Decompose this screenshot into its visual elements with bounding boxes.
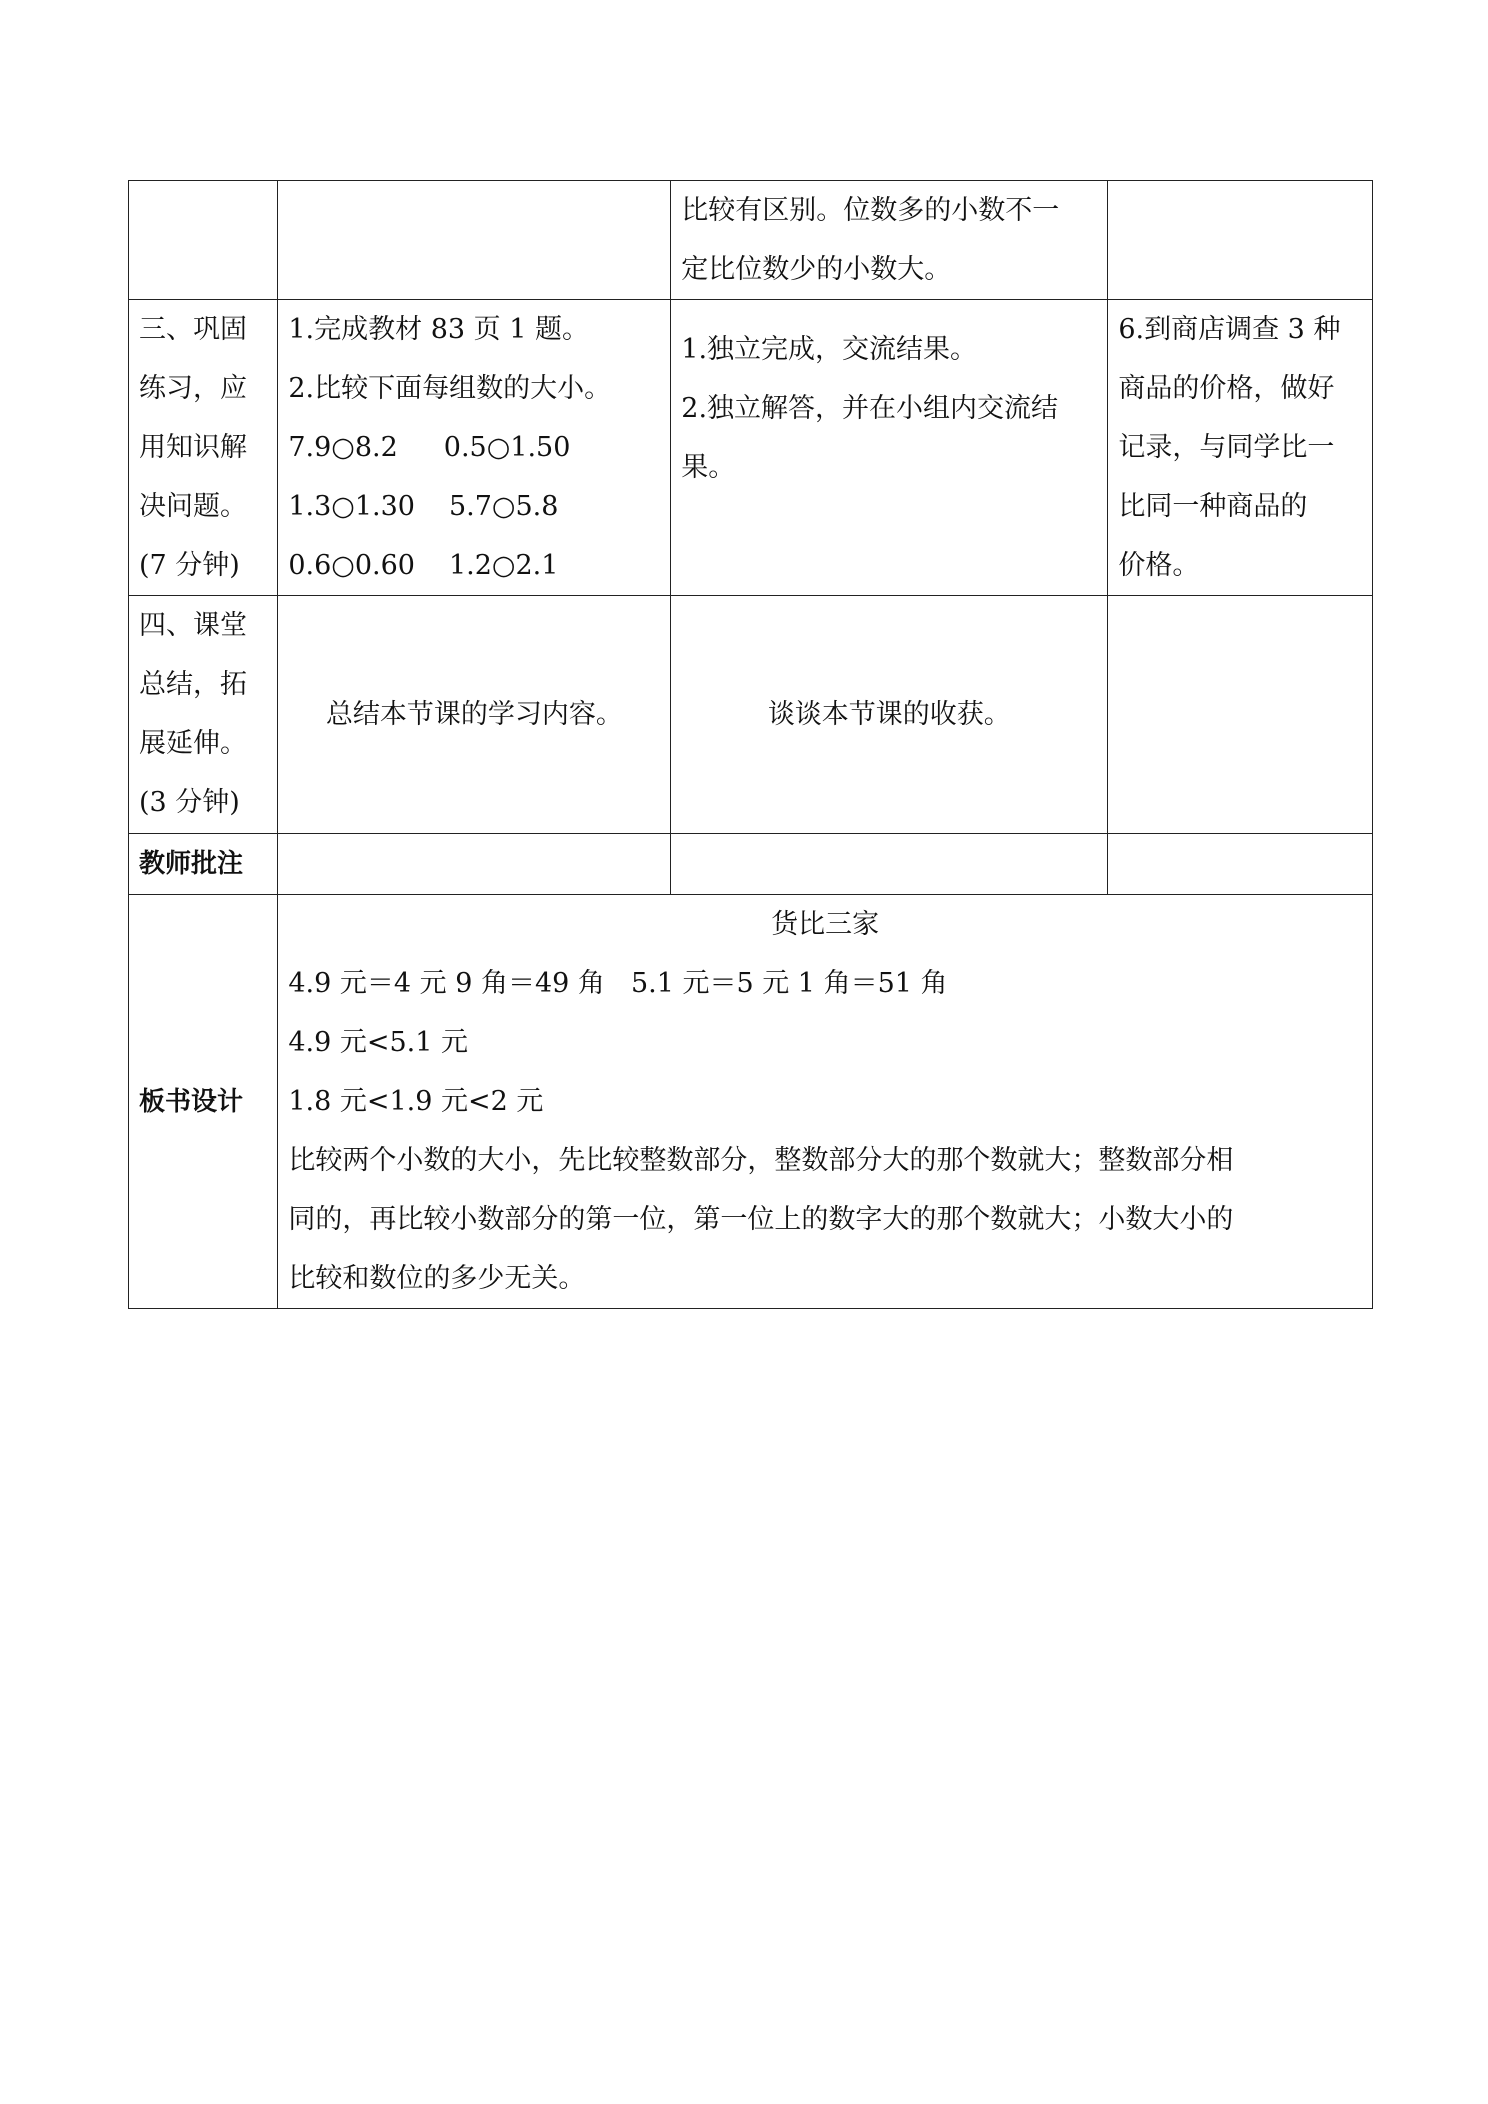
text-line: 比较有区别。位数多的小数不一: [681, 195, 1060, 226]
board-title: 货比三家: [771, 909, 880, 940]
compare-line: [288, 536, 660, 595]
table-row-board: [129, 895, 1373, 1309]
homework-line: 商品的价格，做好: [1118, 373, 1335, 404]
board-line: 4.9 元<5.1 元: [288, 1027, 469, 1058]
summary-student-text: 谈谈本节课的收获。: [767, 699, 1011, 730]
table-row-notes: [129, 834, 1373, 895]
notes-cell: [671, 834, 1108, 895]
board-paragraph-line: 比较两个小数的大小，先比较整数部分，整数部分大的那个数就大；整数部分相: [288, 1145, 1234, 1176]
stage-cell: [129, 181, 278, 300]
board-paragraph-line: 比较和数位的多少无关。: [288, 1263, 586, 1294]
homework-cell: [1108, 596, 1373, 834]
compare-item: 0.6○0.60: [288, 550, 415, 581]
student-line: 1.独立完成，交流结果。: [681, 334, 978, 365]
board-label: 板书设计: [139, 1086, 244, 1117]
homework-line: 6.到商店调查 3 种: [1118, 314, 1341, 345]
board-equation: 4.9 元＝4 元 9 角＝49 角: [288, 968, 605, 999]
homework-line: 记录，与同学比一: [1118, 432, 1335, 463]
notes-label: 教师批注: [139, 849, 244, 879]
board-equation: 5.1 元＝5 元 1 角＝51 角: [630, 968, 948, 999]
compare-line: [288, 418, 660, 477]
table-row-practice: [129, 300, 1373, 596]
teacher-activity-cell: [278, 596, 671, 834]
stage-line: (3 分钟): [139, 787, 240, 818]
student-line: 2.独立解答，并在小组内交流结: [681, 393, 1059, 424]
stage-line: 四、课堂: [139, 610, 247, 641]
board-line: 1.8 元<1.9 元<2 元: [288, 1086, 544, 1117]
homework-line: 比同一种商品的: [1118, 491, 1308, 522]
board-paragraph-line: 同的，再比较小数部分的第一位，第一位上的数字大的那个数就大；小数大小的: [288, 1204, 1234, 1235]
task-line: 1.完成教材 83 页 1 题。: [288, 314, 589, 345]
student-activity-cell: [671, 181, 1108, 300]
board-design-cell: [278, 895, 1373, 1309]
teacher-activity-cell: [278, 181, 671, 300]
text-line: 定比位数少的小数大。: [681, 254, 952, 285]
stage-line: 用知识解: [139, 432, 247, 463]
homework-cell: [1108, 300, 1373, 596]
summary-teacher-text: 总结本节课的学习内容。: [325, 699, 623, 730]
compare-item: 7.9○8.2: [288, 432, 398, 463]
homework-cell: [1108, 181, 1373, 300]
student-activity-cell: [671, 300, 1108, 596]
compare-item: 0.5○1.50: [443, 432, 571, 463]
notes-cell: [278, 834, 671, 895]
stage-cell: [129, 596, 278, 834]
stage-line: 展延伸。: [139, 728, 247, 759]
stage-line: 总结，拓: [139, 669, 247, 700]
student-line: 果。: [681, 452, 736, 483]
teacher-activity-cell: [278, 300, 671, 596]
board-label-cell: [129, 895, 278, 1309]
lesson-plan-table: [128, 180, 1373, 1309]
compare-item: 5.7○5.8: [448, 491, 559, 522]
stage-line: 决问题。: [139, 491, 247, 522]
notes-cell: [1108, 834, 1373, 895]
stage-cell: [129, 300, 278, 596]
table-row-summary: [129, 596, 1373, 834]
stage-line: 练习，应: [139, 373, 247, 404]
student-activity-cell: [671, 596, 1108, 834]
notes-label-cell: [129, 834, 278, 895]
compare-item: 1.3○1.30: [288, 491, 415, 522]
compare-line: [288, 477, 660, 536]
stage-line: (7 分钟): [139, 550, 240, 581]
task-line: 2.比较下面每组数的大小。: [288, 373, 612, 404]
compare-item: 1.2○2.1: [448, 550, 559, 581]
table-row-continuation: [129, 181, 1373, 300]
stage-line: 三、巩固: [139, 314, 247, 345]
homework-line: 价格。: [1118, 550, 1200, 581]
board-line: [288, 954, 1362, 1013]
